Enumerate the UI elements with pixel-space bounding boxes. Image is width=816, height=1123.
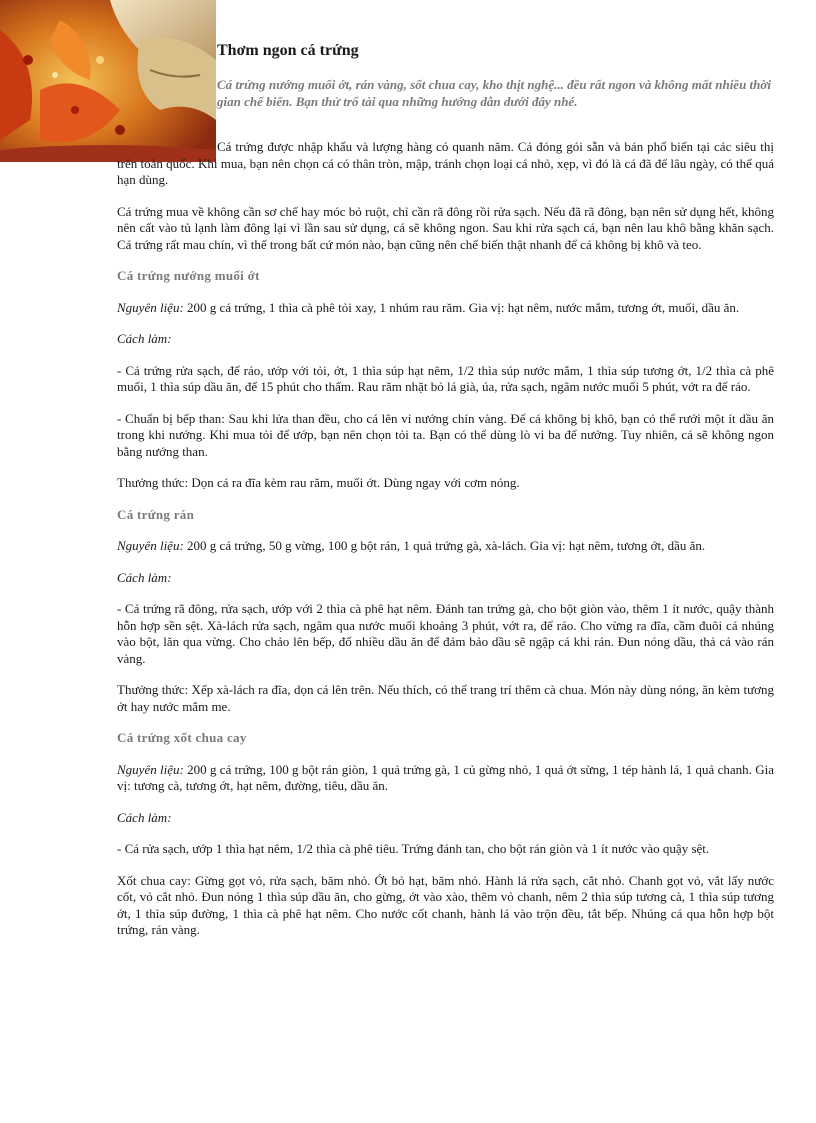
recipe-step: - Cá trứng rửa sạch, để ráo, ướp với tỏi, ớt, 1 thìa súp hạt nêm, 1/2 thìa súp nước mắm, 1 thìa súp tương ớt, 1/2 thìa cà phê muối, 1 thìa súp dầu ăn, để 15 phút cho thấm. Rau răm nhặt bỏ lá già, úa, rửa sạch, ngâm nước muối 5 phút, vớt ra để ráo. [117, 362, 774, 394]
ingredients-text: 200 g cá trứng, 1 thìa cà phê tỏi xay, 1 nhúm rau răm. Gia vị: hạt nêm, nước mắm, tương ớt, muối, dầu ăn. [183, 299, 740, 315]
recipe-heading: Cá trứng rán [117, 506, 195, 522]
article-lead: Cá trứng nướng muối ớt, rán vàng, sốt chua cay, kho thịt nghệ... đều rất ngon và không mất nhiều thời gian chế biến. Bạn thử trổ tài qua những hướng dẫn dưới đây nhé. [217, 77, 771, 109]
recipe-step: - Cá rửa sạch, ướp 1 thìa hạt nêm, 1/2 thìa cà phê tiêu. Trứng đánh tan, cho bột rán giòn và 1 ít nước vào quậy sệt. [117, 841, 710, 856]
ingredients-label: Nguyên liệu: [117, 538, 184, 553]
recipe-ingredients [117, 538, 774, 555]
ingredients-label: Nguyên liệu: [117, 761, 184, 777]
ingredients-text: 200 g cá trứng, 100 g bột rán giòn, 1 quả trứng gà, 1 củ gừng nhỏ, 1 quả ớt sừng, 1 tép hành lá, 1 quả chanh. Gia vị: tương cà, tương ớt, hạt nêm, đường, tiêu, dầu ăn. [117, 761, 774, 793]
recipe-step: - Cá trứng rã đông, rửa sạch, ướp với 2 thìa cà phê hạt nêm. Đánh tan trứng gà, cho bột giòn vào, thêm 1 ít nước, quậy thành hỗn hợp sền sệt. Xà-lách rửa sạch, ngâm qua nước muối khoảng 3 phút, vớt ra, để ráo. Cho vừng ra đĩa, cầm đuôi cá nhúng vào bột, lăn qua vừng. Cho chảo lên bếp, đổ nhiều dầu ăn để đảm bảo dầu sẽ ngập cá khi rán. Đun nóng dầu, thả cá vào rán vàng. [117, 601, 774, 666]
article-body [117, 139, 774, 954]
method-label: Cách làm: [117, 809, 172, 825]
recipe-ingredients [117, 300, 774, 317]
ingredients-label: Nguyên liệu: [117, 299, 184, 315]
recipe-step: Xốt chua cay: Gừng gọt vỏ, rửa sạch, băm nhỏ. Ớt bỏ hạt, băm nhỏ. Hành lá rửa sạch, cắt nhỏ. Chanh gọt vỏ, vắt lấy nước cốt, vỏ cắt nhỏ. Đun nóng 1 thìa súp dầu ăn, cho gừng, ớt vào xào, thêm vỏ chanh, nêm 2 thìa súp tương cà, 1 thìa súp tương ớt, 1 thìa súp đường, 1 thìa cà phê hạt nêm. Cho nước cốt chanh, hành lá vào trộn đều, tắt bếp. Nhúng cá qua hỗn hợp bột trứng, rán vàng. [117, 872, 774, 937]
ingredients-text: 200 g cá trứng, 50 g vừng, 100 g bột rán, 1 quả trứng gà, xà-lách. Gia vị: hạt nêm, tương ớt, dầu ăn. [183, 538, 706, 553]
fried-fish-photo [0, 0, 216, 162]
article-title: Thơm ngon cá trứng [217, 42, 359, 59]
recipe-heading: Cá trứng xốt chua cay [117, 730, 247, 745]
method-label: Cách làm: [117, 569, 172, 585]
recipe-step: - Chuẩn bị bếp than: Sau khi lửa than đều, cho cá lên vỉ nướng chín vàng. Để cá không bị khô, bạn có thể rưới một ít dầu ăn trong khi nướng. Khi mua tỏi để ướp, bạn nên chọn tỏi ta. Bạn có thể dùng lò vi ba để nướng. Tuy nhiên, cá sẽ không ngon bằng nướng than. [117, 410, 774, 459]
recipe-heading: Cá trứng nướng muối ớt [117, 268, 260, 283]
recipe-ingredients [117, 762, 774, 795]
recipe-step: Thưởng thức: Xếp xà-lách ra đĩa, dọn cá lên trên. Nếu thích, có thể trang trí thêm cà chua. Món này dùng nóng, ăn kèm tương ớt hay nước mắm me. [117, 682, 774, 714]
recipe-step: Thưởng thức: Dọn cá ra đĩa kèm rau răm, muối ớt. Dùng ngay với cơm nóng. [117, 475, 520, 490]
intro-paragraph: Cá trứng được nhập khẩu và lượng hàng có quanh năm. Cá đóng gói sẵn và bán phổ biến tại các siêu thị trên toàn quốc. Khi mua, bạn nên chọn cá có thân tròn, mập, tránh chọn loại cá nhỏ, xẹp, vì đó là cá đã để lâu ngày, có thể quá hạn dùng. [117, 139, 774, 187]
intro-paragraph: Cá trứng mua về không cần sơ chế hay móc bỏ ruột, chỉ cần rã đông rồi rửa sạch. Nếu đã rã đông, bạn nên sử dụng hết, không nên cất vào tủ lạnh làm đông lại vì lần sau sử dụng, cá sẽ không ngon. Sau khi rửa sạch cá, bạn nên lau khô bằng khăn sạch. Cá trứng rất mau chín, vì thế trong bất cứ món nào, bạn cũng nên chế biến thật nhanh để cá không bị khô và teo. [117, 203, 774, 252]
method-label: Cách làm: [117, 331, 172, 346]
